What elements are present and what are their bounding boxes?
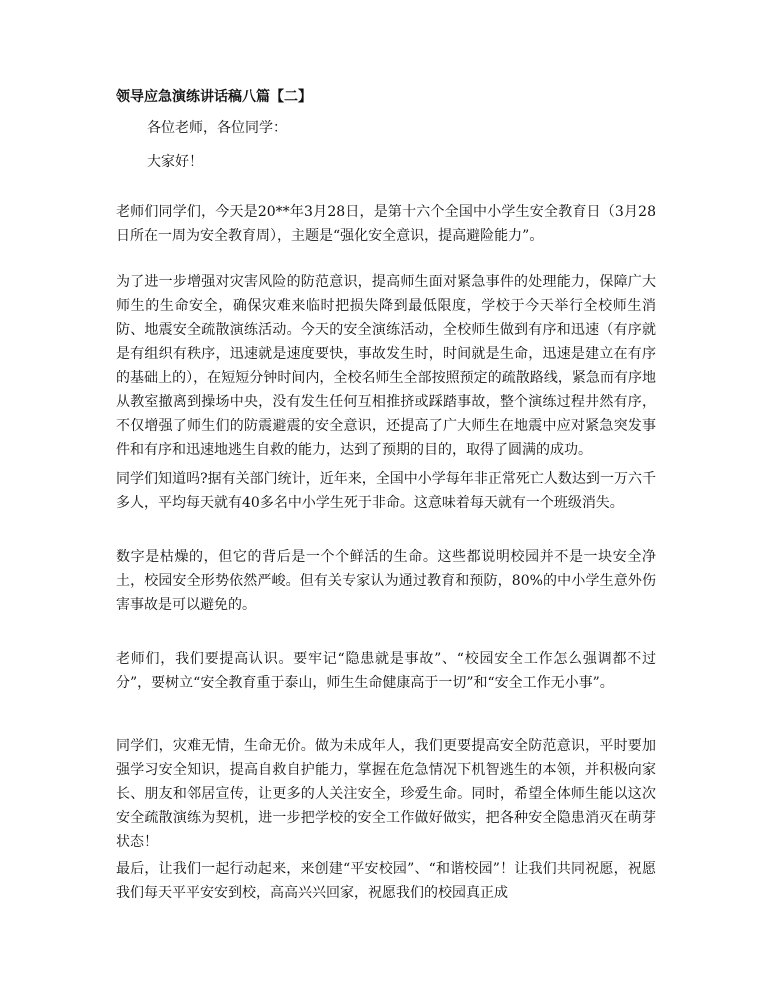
body-paragraph: 数字是枯燥的，但它的背后是一个个鲜活的生命。这些都说明校园并不是一块安全净土，校园安全形势依然严峻。但有关专家认为通过教育和预防，80%的中小学生意外伤害事故是可以避免的。 [116, 549, 656, 613]
body-paragraph: 最后，让我们一起行动起来，来创建“平安校园”、“和谐校园”！让我们共同祝愿，祝愿我们每天平平安安到校，高高兴兴回家，祝愿我们的校园真正成 [116, 861, 656, 901]
greeting-line: 各位老师，各位同学： [147, 120, 287, 136]
document-title: 领导应急演练讲话稿八篇【二】 [116, 89, 312, 105]
body-paragraph: 老师们同学们，今天是20**年3月28日，是第十六个全国中小学生安全教育日（3月28日所在一周为安全教育周），主题是“强化安全意识，提高避险能力”。 [116, 204, 656, 244]
greeting-line: 大家好！ [147, 154, 203, 170]
body-paragraph: 老师们，我们要提高认识。要牢记“隐患就是事故”、“校园安全工作怎么强调都不过分”，要树立“安全教育重于泰山，师生生命健康高于一切”和“安全工作无小事”。 [116, 651, 656, 691]
body-paragraph: 为了进一步增强对灾害风险的防范意识，提高师生面对紧急事件的处理能力，保障广大师生的生命安全，确保灾难来临时把损失降到最低限度，学校于今天举行全校师生消防、地震安全疏散演练活动。今天的安全演练活动，全校师生做到有序和迅速（有序就是有组织有秩序，迅速就是速度要快，事故发生时，时间就是生命，迅速是建立在有序的基础上的），在短短分钟时间内，全校名师生全部按照预定的疏散路线，紧急而有序地从教室撤离到操场中央，没有发生任何互相推挤或踩踏事故，整个演练过程井然有序，不仅增强了师生们的防震避震的安全意识，还提高了广大师生在地震中应对紧急突发事件和有序和迅速地逃生自救的能力，达到了预期的目的，取得了圆满的成功。 [116, 274, 656, 458]
body-paragraph: 同学们知道吗?据有关部门统计，近年来，全国中小学每年非正常死亡人数达到一万六千多人，平均每天就有40多名中小学生死于非命。这意味着每天就有一个班级消失。 [116, 471, 656, 511]
body-paragraph: 同学们，灾难无情，生命无价。做为未成年人，我们更要提高安全防范意识，平时要加强学习安全知识，提高自救自护能力，掌握在危急情况下机智逃生的本领，并积极向家长、朋友和邻居宣传，让更多的人关注安全，珍爱生命。同时，希望全体师生能以这次安全疏散演练为契机，进一步把学校的安全工作做好做实，把各种安全隐患消灭在萌芽状态！ [116, 738, 656, 850]
